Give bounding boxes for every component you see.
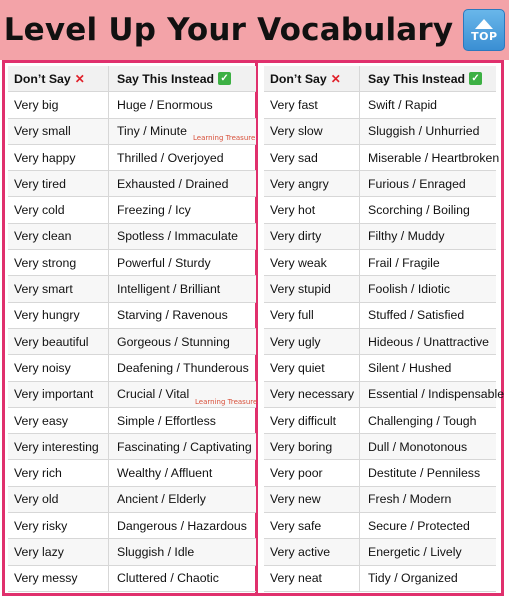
cross-mark-icon: ✕ (330, 71, 341, 86)
table-row (8, 355, 256, 381)
table-row (264, 224, 496, 250)
dont-say-cell: Very poor (264, 460, 360, 485)
table-row (8, 303, 256, 329)
say-instead-cell: Scorching / Boiling (368, 203, 470, 218)
dont-say-cell: Very clean (8, 224, 109, 249)
table-row (8, 92, 256, 118)
dont-say-cell: Very happy (8, 145, 109, 170)
dont-say-cell: Very hot (264, 197, 360, 222)
page-title: Level Up Your Vocabulary (3, 12, 454, 48)
say-instead-cell: Wealthy / Affluent (117, 466, 213, 481)
dont-say-cell: Very full (264, 303, 360, 328)
table-row (8, 460, 256, 486)
check-mark-icon: ✓ (218, 72, 231, 85)
say-instead-header (109, 66, 256, 91)
say-instead-cell: Filthy / Muddy (368, 229, 445, 244)
table-row (264, 276, 496, 302)
dont-say-header (8, 66, 109, 91)
dont-say-cell: Very risky (8, 513, 109, 538)
table-row (8, 171, 256, 197)
say-instead-cell: Powerful / Sturdy (117, 255, 211, 270)
table-row (264, 566, 496, 592)
dont-say-label: Don’t Say (270, 71, 327, 86)
dont-say-cell: Very easy (8, 408, 109, 433)
say-instead-cell: Tiny / Minute (117, 124, 187, 139)
title-banner (0, 0, 509, 60)
table-row (264, 92, 496, 118)
dont-say-cell: Very ugly (264, 329, 360, 354)
dont-say-cell: Very noisy (8, 355, 109, 380)
table-row (264, 145, 500, 171)
table-row (8, 197, 256, 223)
dont-say-cell: Very active (264, 539, 360, 564)
table-row (264, 408, 496, 434)
say-instead-cell: Starving / Ravenous (117, 308, 228, 323)
dont-say-cell: Very hungry (8, 303, 109, 328)
dont-say-cell: Very old (8, 487, 109, 512)
dont-say-cell: Very rich (8, 460, 109, 485)
dont-say-cell: Very strong (8, 250, 109, 275)
dont-say-cell: Very fast (264, 92, 360, 117)
table-row (264, 382, 505, 408)
table-row (264, 355, 496, 381)
dont-say-cell: Very angry (264, 171, 360, 196)
say-instead-cell: Essential / Indispensable (368, 387, 505, 402)
dont-say-cell: Very difficult (264, 408, 360, 433)
dont-say-cell: Very stupid (264, 276, 360, 301)
table-row (8, 145, 256, 171)
table-header-row (8, 66, 256, 92)
say-instead-cell: Furious / Enraged (368, 176, 466, 191)
say-instead-cell: Exhausted / Drained (117, 176, 229, 191)
cross-mark-icon: ✕ (74, 71, 85, 86)
watermark-text: Learning Treasure (193, 134, 256, 142)
table-row (264, 539, 496, 565)
say-instead-cell: Crucial / Vital (117, 387, 190, 402)
say-instead-cell: Frail / Fragile (368, 255, 440, 270)
dont-say-cell: Very necessary (264, 382, 360, 407)
dont-say-cell: Very neat (264, 566, 360, 591)
top-icon-label: TOP (471, 29, 498, 43)
right-table (264, 66, 505, 592)
top-arrow-icon (463, 9, 505, 51)
table-row (264, 487, 496, 513)
dont-say-cell: Very safe (264, 513, 360, 538)
table-row (264, 197, 496, 223)
dont-say-cell: Very boring (264, 434, 360, 459)
say-instead-cell: Ancient / Elderly (117, 492, 206, 507)
say-instead-cell: Tidy / Organized (368, 571, 458, 586)
table-row (8, 539, 256, 565)
say-instead-cell: Sluggish / Unhurried (368, 124, 480, 139)
table-row (264, 171, 496, 197)
say-instead-cell: Sluggish / Idle (117, 544, 195, 559)
say-instead-cell: Cluttered / Chaotic (117, 571, 219, 586)
say-instead-cell: Hideous / Unattractive (368, 334, 489, 349)
dont-say-cell: Very small (8, 119, 109, 144)
dont-say-cell: Very important (8, 382, 109, 407)
dont-say-cell: Very cold (8, 197, 109, 222)
say-instead-cell: Swift / Rapid (368, 97, 438, 112)
dont-say-cell: Very dirty (264, 224, 360, 249)
table-row (8, 513, 256, 539)
say-instead-cell: Challenging / Tough (368, 413, 477, 428)
left-table (8, 66, 256, 592)
dont-say-cell: Very smart (8, 276, 109, 301)
say-instead-cell: Freezing / Icy (117, 203, 191, 218)
dont-say-cell: Very slow (264, 119, 360, 144)
table-row (8, 250, 256, 276)
say-instead-cell: Intelligent / Brilliant (117, 282, 221, 297)
say-instead-cell: Deafening / Thunderous (117, 360, 249, 375)
say-instead-cell: Thrilled / Overjoyed (117, 150, 224, 165)
table-row (264, 303, 496, 329)
say-instead-cell: Foolish / Idiotic (368, 282, 451, 297)
say-instead-header (360, 66, 496, 91)
dont-say-cell: Very tired (8, 171, 109, 196)
say-instead-cell: Dull / Monotonous (368, 439, 468, 454)
table-row (264, 329, 496, 355)
say-instead-cell: Gorgeous / Stunning (117, 334, 230, 349)
table-row (264, 250, 496, 276)
say-instead-cell: Miserable / Heartbroken (368, 150, 500, 165)
say-instead-cell: Spotless / Immaculate (117, 229, 238, 244)
check-mark-icon: ✓ (469, 72, 482, 85)
say-instead-cell: Energetic / Lively (368, 544, 462, 559)
dont-say-cell: Very interesting (8, 434, 109, 459)
dont-say-cell: Very weak (264, 250, 360, 275)
table-row (8, 487, 256, 513)
watermark-text: Learning Treasure (195, 398, 258, 406)
say-instead-cell: Dangerous / Hazardous (117, 518, 247, 533)
say-instead-label: Say This Instead (117, 71, 215, 86)
say-instead-cell: Stuffed / Satisfied (368, 308, 465, 323)
dont-say-header (264, 66, 360, 91)
dont-say-cell: Very new (264, 487, 360, 512)
dont-say-cell: Very quiet (264, 355, 360, 380)
up-arrow-shape (475, 19, 493, 29)
say-instead-label: Say This Instead (368, 71, 466, 86)
table-row (8, 276, 256, 302)
dont-say-cell: Very sad (264, 145, 360, 170)
say-instead-cell: Silent / Hushed (368, 360, 452, 375)
table-row (264, 460, 496, 486)
table-row (8, 329, 256, 355)
table-row (8, 566, 256, 592)
say-instead-cell: Fresh / Modern (368, 492, 452, 507)
table-row (264, 119, 496, 145)
table-row (264, 434, 496, 460)
table-row (264, 513, 496, 539)
dont-say-cell: Very beautiful (8, 329, 109, 354)
say-instead-cell: Secure / Protected (368, 518, 470, 533)
dont-say-cell: Very lazy (8, 539, 109, 564)
table-header-row (264, 66, 496, 92)
say-instead-cell: Destitute / Penniless (368, 466, 481, 481)
say-instead-cell: Simple / Effortless (117, 413, 216, 428)
table-row (8, 434, 256, 460)
say-instead-cell: Fascinating / Captivating (117, 439, 252, 454)
dont-say-label: Don’t Say (14, 71, 71, 86)
say-instead-cell: Huge / Enormous (117, 97, 213, 112)
dont-say-cell: Very messy (8, 566, 109, 591)
dont-say-cell: Very big (8, 92, 109, 117)
table-row (8, 224, 256, 250)
table-row (8, 408, 256, 434)
